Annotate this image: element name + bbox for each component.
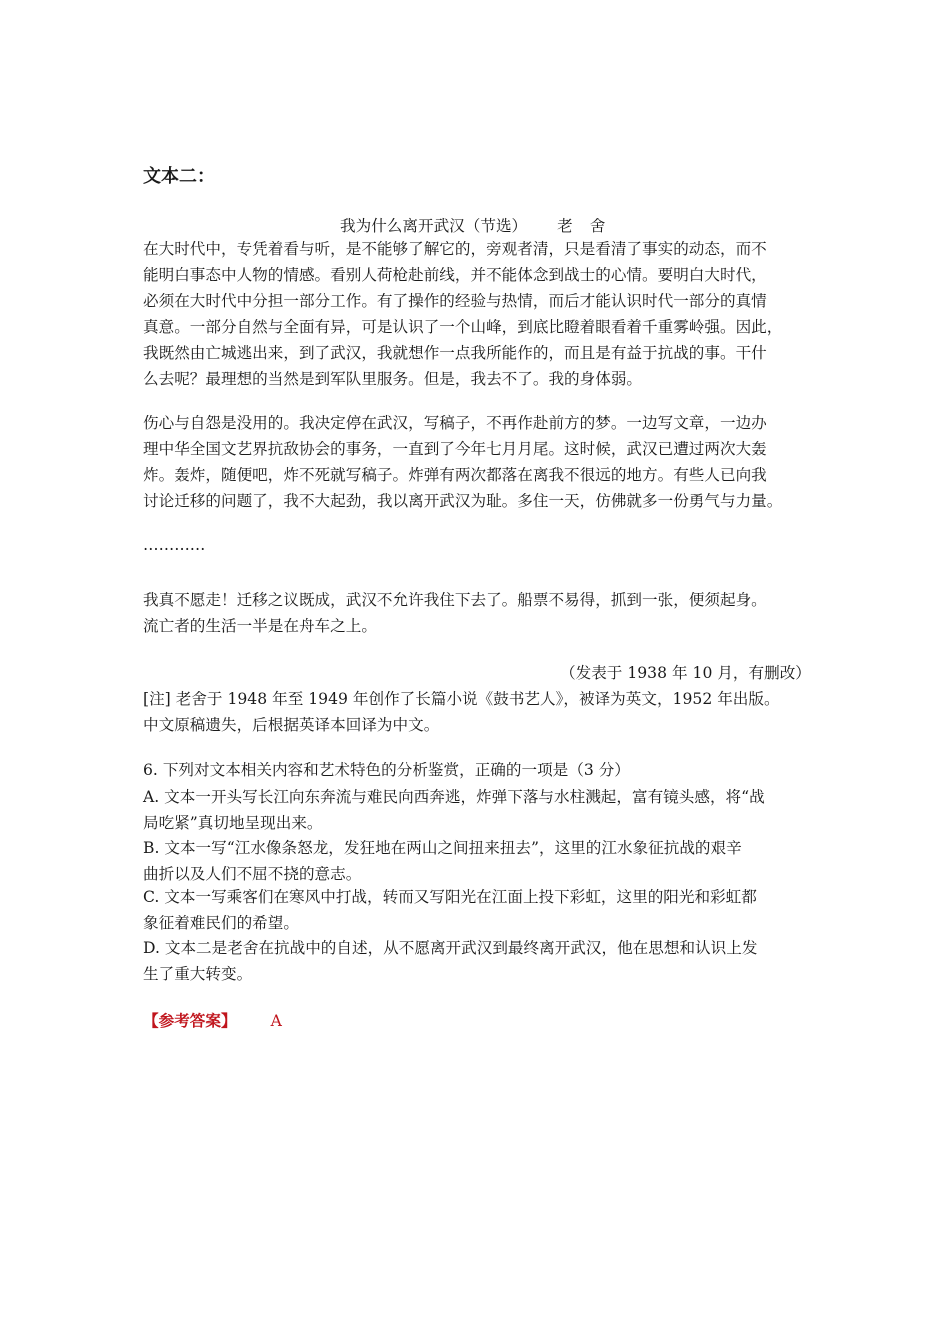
source-note: （发表于 1938 年 10 月，有删改）	[560, 664, 811, 682]
question-stem: 6. 下列对文本相关内容和艺术特色的分析鉴赏，正确的一项是（3 分）	[143, 761, 630, 779]
answer-label: 【参考答案】	[143, 1012, 237, 1030]
option-a-line: A. 文本一开头写长江向东奔流与难民向西奔逃，炸弹下落与水柱溅起，富有镜头感，将“战	[143, 788, 765, 806]
option-c-line: C. 文本一写乘客们在寒风中打战，转而又写阳光在江面上投下彩虹，这里的阳光和彩虹都	[143, 888, 757, 906]
section-heading: 文本二：	[143, 166, 215, 187]
paragraph-1-line: 么去呢？最理想的当然是到军队里服务。但是，我去不了。我的身体弱。	[143, 370, 643, 388]
option-b-line: 曲折以及人们不屈不挠的意志。	[143, 865, 362, 883]
option-d-line: 生了重大转变。	[143, 965, 253, 983]
paragraph-2-line: 理中华全国文艺界抗敌协会的事务，一直到了今年七月月尾。这时候，武汉已遭过两次大轰	[143, 440, 767, 458]
paragraph-1-line: 真意。一部分自然与全面有异，可是认识了一个山峰，到底比瞪着眼看着千重雾岭强。因此，	[143, 318, 783, 336]
option-d-line: D. 文本二是老舍在抗战中的自述，从不愿离开武汉到最终离开武汉，他在思想和认识上发	[143, 939, 758, 957]
paragraph-1-line: 在大时代中，专凭着看与听，是不能够了解它的，旁观者清，只是看清了事实的动态，而不	[143, 240, 767, 258]
paragraph-1-line: 能明白事态中人物的情感。看别人荷枪赴前线，并不能体念到战士的心情。要明白大时代，	[143, 266, 767, 284]
footnote-line: 中文原稿遗失，后根据英译本回译为中文。	[143, 716, 440, 734]
answer-value: A	[270, 1012, 282, 1030]
paragraph-2-line: 伤心与自怨是没用的。我决定停在武汉，写稿子，不再作赴前方的梦。一边写文章，一边办	[143, 414, 767, 432]
paragraph-1-line: 我既然由亡城逃出来，到了武汉，我就想作一点我所能作的，而且是有益于抗战的事。干什	[143, 344, 767, 362]
paragraph-3-line: 流亡者的生活一半是在舟车之上。	[143, 617, 377, 635]
ellipsis-separator: …………	[143, 536, 206, 554]
article-title: 我为什么离开武汉（节选）	[340, 217, 528, 235]
option-a-line: 局吃紧”真切地呈现出来。	[143, 814, 323, 832]
footnote-line: [注] 老舍于 1948 年至 1949 年创作了长篇小说《鼓书艺人》，被译为英文，1952 年出版。	[143, 690, 780, 708]
reference-answer	[143, 1009, 282, 1031]
paragraph-2-line: 讨论迁移的问题了，我不大起劲，我以离开武汉为耻。多住一天，仿佛就多一份勇气与力量。	[143, 492, 783, 510]
article-title-row	[340, 214, 611, 236]
paragraph-3-line: 我真不愿走！迁移之议既成，武汉不允许我住下去了。船票不易得，抓到一张，便须起身。	[143, 591, 767, 609]
article-author: 老 舍	[557, 217, 612, 235]
paragraph-1-line: 必须在大时代中分担一部分工作。有了操作的经验与热情，而后才能认识时代一部分的真情	[143, 292, 767, 310]
option-c-line: 象征着难民们的希望。	[143, 914, 299, 932]
option-b-line: B. 文本一写“江水像条怒龙，发狂地在两山之间扭来扭去”，这里的江水象征抗战的艰辛	[143, 839, 742, 857]
paragraph-2-line: 炸。轰炸，随便吧，炸不死就写稿子。炸弹有两次都落在离我不很远的地方。有些人已向我	[143, 466, 767, 484]
